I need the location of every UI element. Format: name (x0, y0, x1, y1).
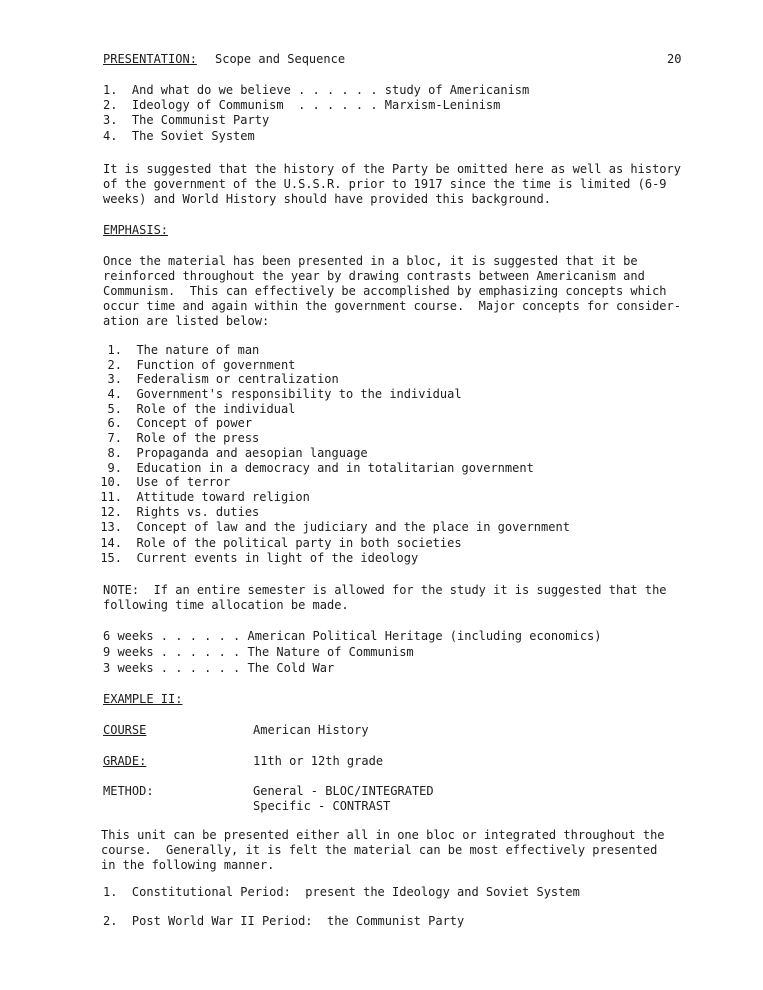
paragraph-line: of the government of the U.S.S.R. prior to 1917 since the time is limited (6-9 (103, 177, 667, 191)
paragraph-line: It is suggested that the history of the Party be omitted here as well as history (103, 162, 681, 176)
note-line: NOTE: If an entire semester is allowed for the study it is suggested that the (103, 583, 667, 597)
paragraph-line: Once the material has been presented in a bloc, it is suggested that it be (103, 254, 638, 268)
paragraph-line: reinforced throughout the year by drawing contrasts between Americanism and (103, 269, 645, 283)
list-item: 10. Use of terror (100, 475, 231, 489)
list-item: 3. Federalism or centralization (107, 372, 339, 386)
list-item: 1. And what do we believe . . . . . . study of Americanism (103, 83, 530, 97)
allocation-item: 6 weeks . . . . . . American Political Heritage (including economics) (103, 629, 602, 643)
paragraph-line: course. Generally, it is felt the material can be most effectively presented (101, 843, 658, 857)
allocation-item: 9 weeks . . . . . . The Nature of Communism (103, 645, 414, 659)
list-item: 14. Role of the political party in both societies (100, 536, 462, 550)
allocation-item: 3 weeks . . . . . . The Cold War (103, 661, 335, 675)
note-line: following time allocation be made. (103, 598, 349, 612)
list-item: 6. Concept of power (107, 416, 253, 430)
header-title: Scope and Sequence (215, 52, 346, 66)
list-item: 1. The nature of man (107, 343, 260, 357)
course-label: COURSE (103, 723, 147, 737)
list-item: 2. Post World War II Period: the Communist Party (103, 914, 465, 928)
method-value-general: General - BLOC/INTEGRATED (253, 784, 434, 798)
paragraph-line: ation are listed below: (103, 314, 270, 328)
list-item: 2. Function of government (107, 358, 296, 372)
page-number: 20 (667, 52, 682, 66)
list-item: 5. Role of the individual (107, 402, 296, 416)
list-item: 11. Attitude toward religion (100, 490, 310, 504)
list-item: 7. Role of the press (107, 431, 260, 445)
paragraph-line: in the following manner. (101, 858, 275, 872)
paragraph-line: weeks) and World History should have provided this background. (103, 192, 551, 206)
header-label: PRESENTATION: (103, 52, 197, 66)
list-item: 9. Education in a democracy and in totalitarian government (107, 461, 534, 475)
emphasis-heading: EMPHASIS: (103, 223, 169, 237)
list-item: 15. Current events in light of the ideology (100, 551, 419, 565)
list-item: 4. The Soviet System (103, 129, 255, 143)
list-item: 3. The Communist Party (103, 113, 270, 127)
list-item: 13. Concept of law and the judiciary and the place in government (100, 520, 570, 534)
grade-label: GRADE: (103, 754, 147, 768)
example-heading: EXAMPLE II: (103, 692, 183, 706)
list-item: 2. Ideology of Communism . . . . . . Marxism-Leninism (103, 98, 501, 112)
grade-value: 11th or 12th grade (253, 754, 384, 768)
paragraph-line: This unit can be presented either all in one bloc or integrated throughout the (101, 828, 665, 842)
list-item: 1. Constitutional Period: present the Ideology and Soviet System (103, 885, 580, 899)
list-item: 8. Propaganda and aesopian language (107, 446, 368, 460)
method-value-specific: Specific - CONTRAST (253, 799, 391, 813)
course-value: American History (253, 723, 369, 737)
paragraph-line: Communism. This can effectively be accomplished by emphasizing concepts which (103, 284, 667, 298)
list-item: 12. Rights vs. duties (100, 505, 260, 519)
method-label: METHOD: (103, 784, 154, 798)
list-item: 4. Government's responsibility to the individual (107, 387, 462, 401)
paragraph-line: occur time and again within the government course. Major concepts for consider- (103, 299, 681, 313)
